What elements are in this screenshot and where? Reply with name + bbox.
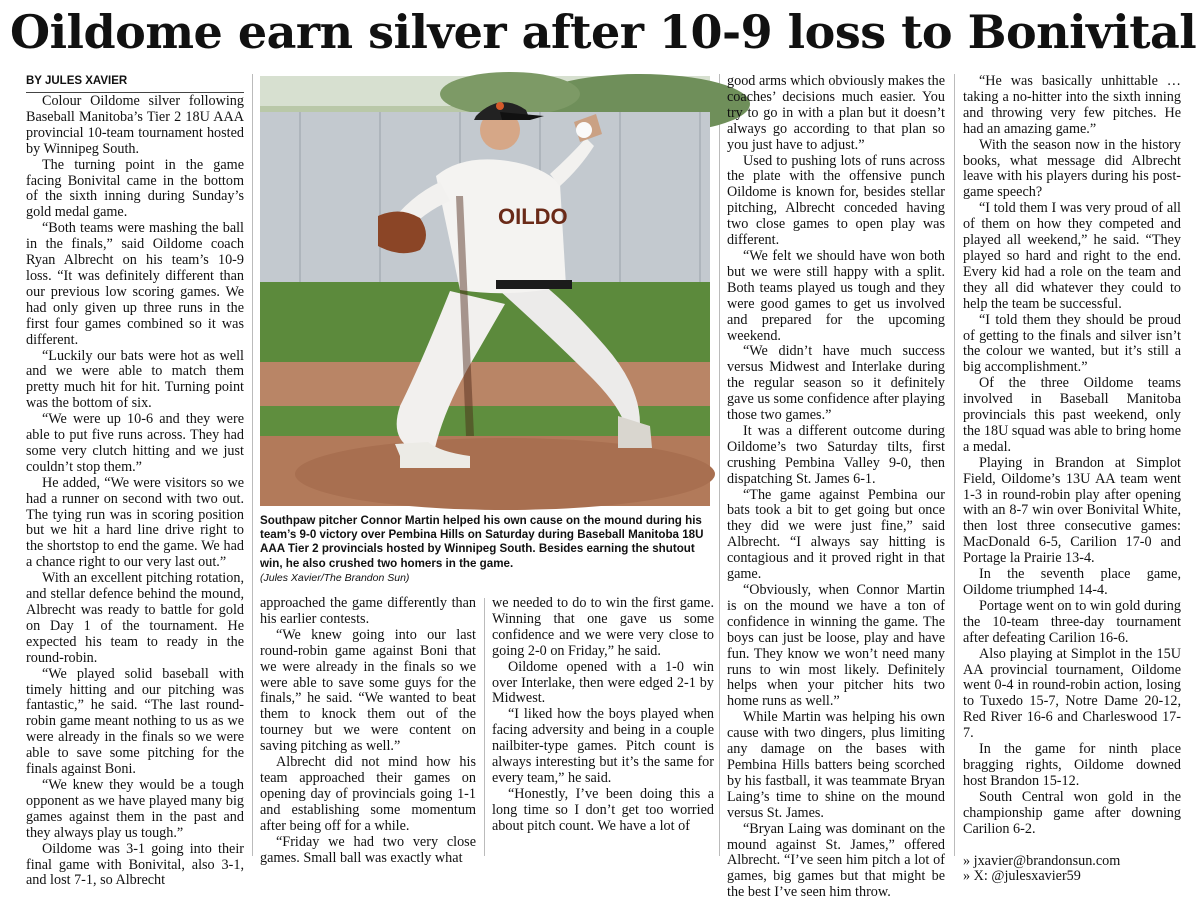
article-paragraph: Colour Oildome silver following Baseball Manitoba’s Tier 2 18U AAA provincial 10-team tournament hosted by Winnipeg South. bbox=[26, 93, 244, 157]
column-divider bbox=[719, 74, 720, 856]
article-paragraph: Playing in Brandon at Simplot Field, Oildome’s 13U AA team went 1-3 in round-robin play after opening with an 8-7 win over Bonivital White, then lost three consecutive games: MacDonald 6-5, Carilion 17-0 and Portage la Prairie 13-4. bbox=[963, 454, 1181, 567]
article-paragraph: In the seventh place game, Oildome triumphed 14-4. bbox=[963, 566, 1181, 598]
article-paragraph: It was a different outcome during Oildome’s two Saturday tilts, first crushing Pembina Valley 9-0, then dispatching St. James 6-1. bbox=[727, 422, 945, 487]
author-x-handle[interactable]: » X: @julesxavier59 bbox=[963, 868, 1081, 885]
article-paragraph: “We knew they would be a tough opponent as we have played many big games against them in the past and they always play us tough.” bbox=[26, 776, 244, 841]
headline: Oildome earn silver after 10-9 loss to Bonivital bbox=[10, 5, 1197, 59]
article-paragraph: “He was basically unhittable … taking a no-hitter into the sixth inning and throwing very few pitches. He had an amazing game.” bbox=[963, 73, 1181, 137]
article-paragraph: While Martin was helping his own cause with two dingers, plus limiting any damage on the bases with Pembina Hills batters being scorched by his fastball, it was teammate Bryan Laing’s time to shine on the mound versus St. James. bbox=[727, 709, 945, 821]
article-paragraph: “Honestly, I’ve been doing this a long time so I don’t get too worried about pitch count. We have a lot of bbox=[492, 785, 714, 834]
article-paragraph: Portage went on to win gold during the 10-team three-day tournament after defeating Carilion 16-6. bbox=[963, 597, 1181, 646]
article-paragraph: South Central won gold in the championship game after downing Carilion 6-2. bbox=[963, 788, 1181, 837]
article-paragraph: Used to pushing lots of runs across the plate with the offensive punch Oildome is known for, besides stellar pitching, Albrecht conceded having two close games to open play was different. bbox=[727, 152, 945, 249]
article-paragraph: “The game against Pembina our bats took a bit to get going but once they did we were just fine,” said Albrecht. “I always say hitting is contagious and it proved right in that game. bbox=[727, 486, 945, 583]
column-divider bbox=[252, 74, 253, 856]
article-paragraph: “Luckily our bats were hot as well and we were able to match them pretty much hit for hit. Turning point was the bottom of six. bbox=[26, 347, 244, 412]
article-paragraph: “We were up 10-6 and they were able to put five runs across. They had some very clutch hitting and we just couldn’t stop them.” bbox=[26, 411, 244, 475]
column-divider bbox=[484, 598, 485, 856]
article-paragraph: “Both teams were mashing the ball in the finals,” said Oildome coach Ryan Albrecht on his team’s 10-9 loss. “It was definitely different than our previous low scoring games. We had only given up three runs in the first four games combined so it was different. bbox=[26, 220, 244, 348]
article-paragraph: In the game for ninth place bragging rights, Oildome downed host Brandon 15-12. bbox=[963, 741, 1181, 789]
article-column-1 bbox=[26, 93, 244, 889]
article-column-4 bbox=[727, 73, 945, 901]
baseball-pitcher-photo bbox=[260, 76, 710, 506]
article-paragraph: we needed to do to win the first game. Winning that one gave us some confidence and we were very close to going 2-0 on Friday,” he said. bbox=[492, 595, 714, 659]
article-column-5 bbox=[963, 73, 1181, 885]
article-column-3 bbox=[492, 596, 714, 856]
article-paragraph: Also playing at Simplot in the 15U AA provincial tournament, Oildome went 0-4 in round-robin action, losing to Tuxedo 15-7, Notre Dame 20-12, Red River 16-6 and Charleswood 17-7. bbox=[963, 645, 1181, 742]
caption-text: Southpaw pitcher Connor Martin helped his own cause on the mound during his team’s 9-0 victory over Pembina Hills on Saturday during Baseball Manitoba 18U AAA Tier 2 provincials hosted by Winnipeg South. Besides earning the shutout win, he also crushed two homers in the game. bbox=[260, 514, 704, 570]
author-email[interactable]: » jxavier@brandonsun.com bbox=[963, 852, 1121, 869]
article-paragraph: Oildome opened with a 1-0 win over Interlake, then were edged 2-1 by Midwest. bbox=[492, 658, 714, 707]
article-paragraph: With an excellent pitching rotation, and stellar defence behind the mound, Albrecht was ready to battle for gold on Day 1 of the tournament. He expected his team to ready in the round-robin. bbox=[26, 570, 244, 666]
article-paragraph: He added, “We were visitors so we had a runner on second with two out. The tying run was in scoring position but we hit a hard line drive right to the shortstop to end the game. We had a chance right to our very last out.” bbox=[26, 474, 244, 571]
article-paragraph: “Obviously, when Connor Martin is on the mound we have a ton of confidence in winning the game. The boys can just be loose, play and have fun. They know we won’t need many runs to win most likely. Definitely helps when your pitcher hits two home runs as well.” bbox=[727, 582, 945, 710]
article-paragraph: “I told them they should be proud of getting to the finals and silver isn’t the colour we wanted, but it’s still a big accomplishment.” bbox=[963, 311, 1181, 376]
article-paragraph: “Friday we had two very close games. Small ball was exactly what bbox=[260, 833, 476, 866]
jersey-lettering: OILDO bbox=[498, 204, 568, 229]
article-paragraph: The turning point in the game facing Bonivital came in the bottom of the sixth inning during Sunday’s gold medal game. bbox=[26, 156, 244, 221]
article-paragraph: approached the game differently than his earlier contests. bbox=[260, 595, 476, 627]
article-paragraph: “We knew going into our last round-robin game against Boni that we were already in the finals so we were able to save some guys for the finals,” he said. “We wanted to beat them to knock them out of the tourney but we were content on saving pitching as well.” bbox=[260, 626, 476, 755]
byline: BY JULES XAVIER bbox=[26, 74, 244, 93]
article-paragraph: “I liked how the boys played when facing adversity and being in a couple nailbiter-type games. Pitch count is always interesting but it’s the same for every team,” he said. bbox=[492, 706, 714, 786]
article-paragraph: good arms which obviously makes the coaches’ decisions much easier. You try to go in with a plan but it doesn’t always go according to that plan so you just have to adjust.” bbox=[727, 73, 945, 153]
article-paragraph: “I told them I was very proud of all of them on how they competed and played all weekend,” he said. “They played so hard and right to the end. Every kid had a role on the team and they all did whatever they could to help the team be successful. bbox=[963, 200, 1181, 312]
photo-credit: (Jules Xavier/The Brandon Sun) bbox=[260, 571, 410, 584]
article-paragraph: Albrecht did not mind how his team approached their games on opening day of provincials going 1-1 and establishing some momentum after being off for a while. bbox=[260, 754, 476, 834]
column-divider bbox=[954, 74, 955, 856]
article-paragraph: “We felt we should have won both but we were still happy with a split. Both teams played us tough and they were good games to get us involved and prepared for the upcoming weekend. bbox=[727, 247, 945, 344]
article-paragraph: “We played solid baseball with timely hitting and our pitching was fantastic,” he said. “The last round-robin game meant nothing to us as we were already in the finals so we were able to save some pitching for the finals against Boni. bbox=[26, 665, 244, 778]
article-column-2 bbox=[260, 595, 476, 866]
article-paragraph: Of the three Oildome teams involved in Baseball Manitoba provincials this past weekend, only the 18U squad was able to bring home a medal. bbox=[963, 375, 1181, 455]
article-paragraph: Oildome was 3-1 going into their final game with Bonivital, also 3-1, and lost 7-1, so Albrecht bbox=[26, 840, 244, 889]
article-paragraph: With the season now in the history books, what message did Albrecht leave with his players during his post-game speech? bbox=[963, 136, 1181, 201]
photo-caption bbox=[260, 514, 714, 590]
article-paragraph: “We didn’t have much success versus Midwest and Interlake during the regular season so it definitely gave us some confidence after playing those two games.” bbox=[727, 343, 945, 424]
article-paragraph: “Bryan Laing was dominant on the mound against St. James,” offered Albrecht. “I’ve seen him pitch a lot of games, big games but that might be the best I’ve seen him throw. bbox=[727, 820, 945, 901]
